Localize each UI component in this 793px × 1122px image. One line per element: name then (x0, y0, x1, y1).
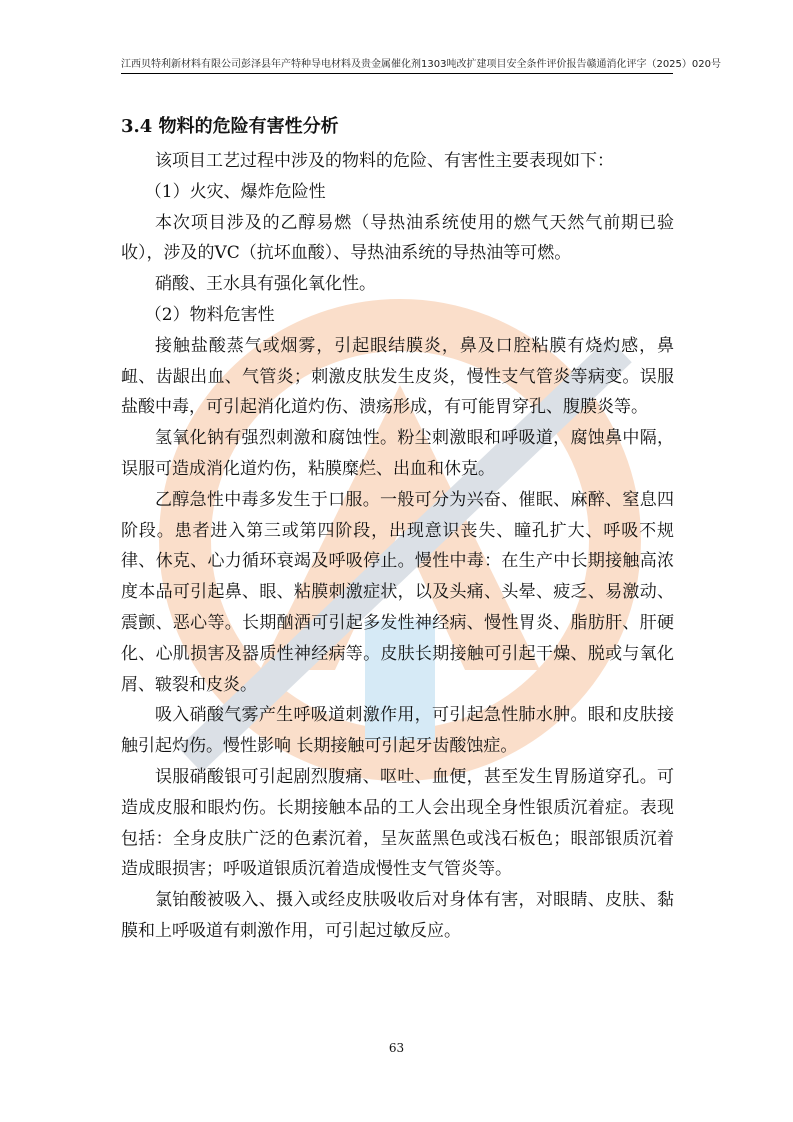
header-report-title: 江西贝特利新材料有限公司彭泽县年产特种导电材料及贵金属催化剂1303吨改扩建项目安全条件评价报告 (121, 59, 587, 70)
paragraph-chloroplatinic-acid: 氯铂酸被吸入、摄入或经皮肤吸收后对身体有害，对眼睛、皮肤、黏膜和上呼吸道有刺激作用，可引起过敏反应。 (121, 890, 674, 941)
header-report-number: 赣通消化评字（2025）020号 (586, 59, 721, 70)
subheading-material-hazards: （2）物料危害性 (144, 304, 275, 325)
section-title: 3.4 物料的危险有害性分析 (121, 116, 339, 137)
section-body (121, 146, 674, 947)
header-rule (121, 73, 673, 74)
page-number: 63 (388, 1041, 405, 1055)
paragraph-ethanol: 乙醇急性中毒多发生于口服。一般可分为兴奋、催眠、麻醉、窒息四阶段。患者进入第三或第四阶段，出现意识丧失、瞳孔扩大、呼吸不规律、休克、心力循环衰竭及呼吸停止。慢性中毒：在生产中长期接触高浓度本品可引起鼻、眼、粘膜刺激症状，以及头痛、头晕、疲乏、易激动、震颤、恶心等。长期酗酒可引起多发性神经病、慢性胃炎、脂肪肝、肝硬化、心肌损害及器质性神经病等。皮肤长期接触可引起干燥、脱或与氧化屑、皲裂和皮炎。 (121, 489, 674, 695)
paragraph-silver-nitrate: 误服硝酸银可引起剧烈腹痛、呕吐、血便，甚至发生胃肠道穿孔。可造成皮服和眼灼伤。长期接触本品的工人会出现全身性银质沉着症。表现包括：全身皮肤广泛的色素沉着，呈灰蓝黑色或浅石板色；眼部银质沉着造成眼损害；呼吸道银质沉着造成慢性支气管炎等。 (121, 766, 674, 880)
page-header (121, 52, 721, 70)
paragraph-nitric-acid: 吸入硝酸气雾产生呼吸道刺激作用，可引起急性肺水肿。眼和皮肤接触引起灼伤。慢性影响 长期接触可引起牙齿酸蚀症。 (121, 705, 674, 757)
subheading-fire-explosion: （1）火灾、爆炸危险性 (144, 181, 326, 202)
paragraph-oxidizers: 硝酸、王水具有强化氧化性。 (155, 274, 376, 295)
paragraph-hydrochloric-acid: 接触盐酸蒸气或烟雾，引起眼结膜炎，鼻及口腔粘膜有烧灼感，鼻衄、齿龈出血、气管炎；刺激皮肤发生皮炎，慢性支气管炎等病变。误服盐酸中毒，可引起消化道灼伤、溃疡形成，有可能胃穿孔、腹膜炎等。 (121, 335, 674, 418)
paragraph-sodium-hydroxide: 氢氧化钠有强烈刺激和腐蚀性。粉尘刺激眼和呼吸道，腐蚀鼻中隔，误服可造成消化道灼伤，粘膜糜烂、出血和休克。 (121, 428, 674, 479)
paragraph-flammables: 本次项目涉及的乙醇易燃（导热油系统使用的燃气天然气前期已验收），涉及的VC（抗坏血酸）、导热油系统的导热油等可燃。 (121, 212, 674, 264)
paragraph-intro: 该项目工艺过程中涉及的物料的危险、有害性主要表现如下： (155, 151, 614, 171)
